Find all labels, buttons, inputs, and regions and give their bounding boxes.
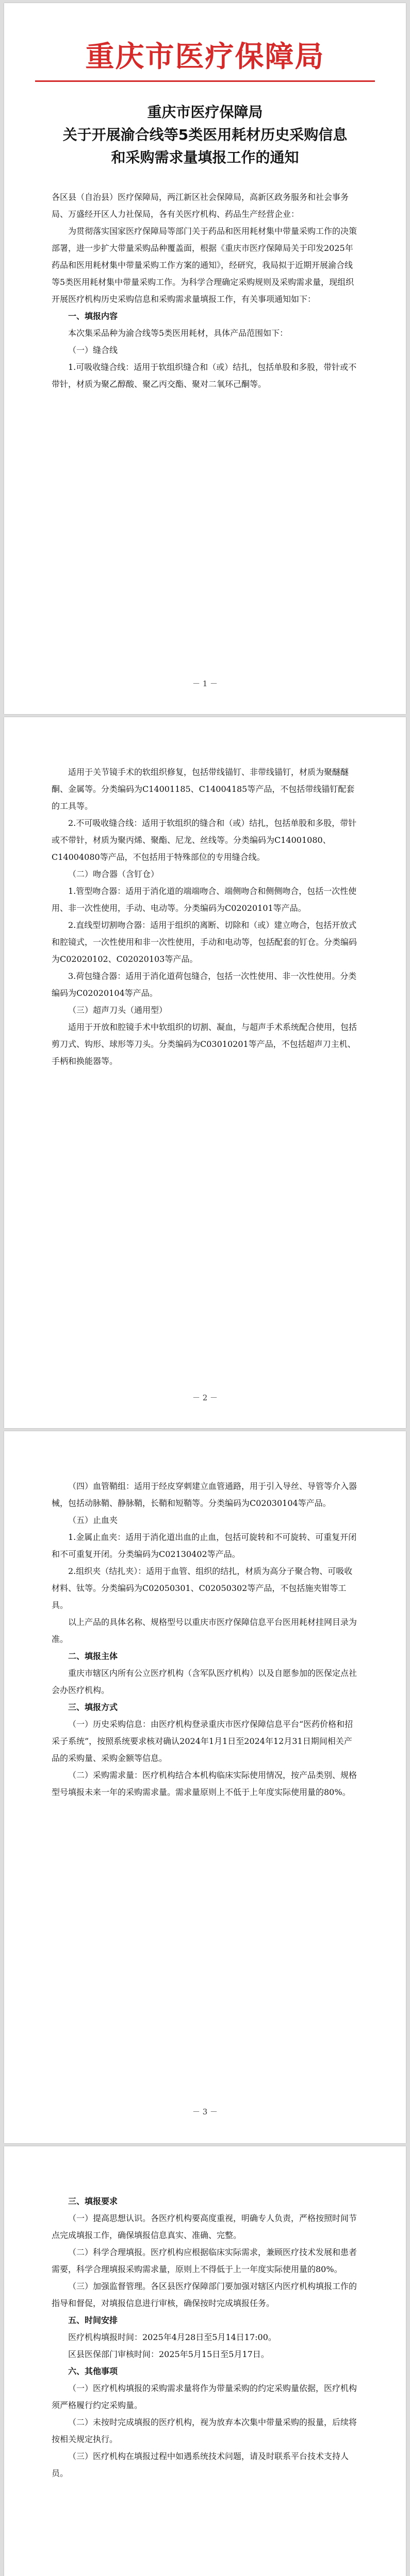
page-number: － 1 － <box>192 679 218 688</box>
section-heading: 二、填报主体 <box>68 1651 118 1661</box>
paragraph: 适用于关节镜手术的软组织修复，包括带线锚钉、非带线锚钉，材质为聚醚醚酮、金属等。分类编码为C14001185、C14004185等产品，不包括带线锚钉配套的工具等。 <box>52 767 355 811</box>
page-2-body <box>52 764 358 1070</box>
paragraph: （一）历史采购信息：由医疗机构登录重庆市医疗保障信息平台“医药价格和招采子系统”，按照系统要求核对确认2024年1月1日至2024年12月31日期间相关产品的采购量、采购金额等信息。 <box>52 1719 353 1763</box>
paragraph: 1.可吸收缝合线：适用于软组织缝合和（或）结扎，包括单股和多股，带针或不带针，材质为聚乙醇酸、聚乙丙交酯、聚对二氧环己酮等。 <box>52 362 357 389</box>
page-1 <box>4 3 406 714</box>
page-3-body <box>52 1478 358 1801</box>
paragraph: 1.金属止血夹：适用于消化道出血的止血，包括可旋转和不可旋转、可重复开闭和不可重复开闭。分类编码为C02130402等产品。 <box>52 1532 357 1559</box>
paragraph: （三）加强监督管理。各区县医疗保障部门要加强对辖区内医疗机构填报工作的指导和督促，对填报信息进行审核，确保按时完成填报任务。 <box>52 2281 357 2308</box>
page-2 <box>4 717 406 1428</box>
page-number: － 3 － <box>192 2107 218 2116</box>
paragraph: 2.不可吸收缝合线：适用于软组织的缝合和（或）结扎，包括单股和多股，带针或不带针，材质为聚丙烯、聚酯、尼龙、丝线等。分类编码为C14001080、C14004080等产品，不包括用于特殊部位的专用缝合线。 <box>52 818 357 862</box>
page-4 <box>4 2146 406 2576</box>
title-line-2: 关于开展渝合线等5类医用耗材历史采购信息 <box>62 126 348 143</box>
paragraph: 区县医保部门审核时间：2025年5月15日至5月17日。 <box>68 2349 269 2359</box>
intro-paragraph: 为贯彻落实国家医疗保障局等部门关于药品和医用耗材集中带量采购工作的决策部署，进一步扩大带量采购品种覆盖面，根据《重庆市医疗保障局关于印发2025年药品和医用耗材集中带量采购工作方案的通知》，经研究，我局拟于近期开展渝合线等5类医用耗材集中带量采购工作。为科学合理确定采购规则及采购需求量，现组织开展医疗机构历史采购信息和采购需求量填报工作，有关事项通知如下： <box>52 226 357 304</box>
section-heading: 五、时间安排 <box>68 2315 118 2325</box>
paragraph: （二）采购需求量：医疗机构结合本机构临床实际使用情况，按产品类别、规格型号填报未来一年的采购需求量。需求量原则上不低于上年度实际使用量的80%。 <box>52 1770 357 1797</box>
section-heading: 一、填报内容 <box>68 311 118 321</box>
masthead-org: 重庆市医疗保障局 <box>85 40 325 74</box>
section-heading: 六、其他事项 <box>68 2366 118 2376</box>
paragraph: （三）医疗机构在填报过程中如遇系统技术问题，请及时联系平台技术支持人员。 <box>52 2451 349 2478</box>
section-heading: 三、填报方式 <box>68 1702 118 1712</box>
paragraph: （一）提高思想认识。各医疗机构要高度重视，明确专人负责，严格按照时间节点完成填报工作，确保填报信息真实、准确、完整。 <box>52 2213 357 2240</box>
salutation: 各区县（自治县）医疗保障局，两江新区社会保障局，高新区政务服务和社会事务局、万盛经开区人力社保局，各有关医疗机构、药品生产经营企业： <box>52 192 349 219</box>
page-1-body <box>52 189 358 393</box>
page-number: － 2 － <box>192 1393 218 1402</box>
paragraph: 3.荷包缝合器：适用于消化道荷包缝合，包括一次性使用、非一次性使用。分类编码为C02020104等产品。 <box>52 971 357 998</box>
section-heading: 三、填报要求 <box>68 2196 118 2206</box>
title-line-3: 和采购需求量填报工作的通知 <box>111 149 299 166</box>
subsection-heading: （三）超声刀头（通用型） <box>68 1005 168 1015</box>
paragraph: 适用于开放和腔镜手术中软组织的切割、凝血，与超声手术系统配合使用，包括剪刀式、钩形、球形等刀头。分类编码为C03010201等产品，不包括超声刀主机、手柄和换能器等。 <box>52 1022 357 1066</box>
paragraph: 以上产品的具体名称、规格型号以重庆市医疗保障信息平台医用耗材挂网目录为准。 <box>52 1617 357 1644</box>
paragraph: 1.管型吻合器：适用于消化道的端端吻合、端侧吻合和侧侧吻合，包括一次性使用、非一次性使用，手动、电动等。分类编码为C02020101等产品。 <box>52 886 357 913</box>
paragraph: 本次集采品种为渝合线等5类医用耗材，具体产品范围如下： <box>68 328 288 338</box>
paragraph: 医疗机构填报时间：2025年4月28日至5月14日17:00。 <box>68 2332 276 2342</box>
paragraph: 2.组织夹（结扎夹）：适用于血管、组织的结扎，材质为高分子聚合物、可吸收材料、钛等。分类编码为C02050301、C02050302等产品，不包括施夹钳等工具。 <box>52 1566 353 1610</box>
subsection-heading: （一）缝合线 <box>68 345 118 355</box>
paragraph: （四）血管鞘组：适用于经皮穿刺建立血管通路，用于引入导丝、导管等介入器械，包括动脉鞘、静脉鞘，长鞘和短鞘等。分类编码为C02030104等产品。 <box>52 1481 357 1508</box>
paragraph: 2.直线型切割吻合器：适用于组织的离断、切除和（或）建立吻合，包括开放式和腔镜式，一次性使用和非一次性使用，手动和电动等，包括配套的钉仓。分类编码为C02020102、C02020103等产品。 <box>52 920 357 964</box>
paragraph: （二）未按时完成填报的医疗机构，视为放弃本次集中带量采购的报量，后续将按相关规定执行。 <box>52 2417 357 2444</box>
title-line-1: 重庆市医疗保障局 <box>147 104 263 121</box>
subsection-heading: （二）吻合器（含钉仓） <box>68 869 159 879</box>
subsection-heading: （五）止血夹 <box>68 1515 118 1525</box>
paragraph: （一）医疗机构填报的采购需求量将作为带量采购的约定采购量依据，医疗机构须严格履行约定采购量。 <box>52 2383 357 2410</box>
paragraph: （二）科学合理填报。医疗机构应根据临床实际需求，兼顾医疗技术发展和患者需要，科学合理填报采购需求量，原则上不得低于上一年度实际使用量的80%。 <box>52 2247 357 2274</box>
page-4-body <box>52 2193 358 2482</box>
paragraph: 重庆市辖区内所有公立医疗机构（含军队医疗机构）以及自愿参加的医保定点社会办医疗机构。 <box>52 1668 357 1695</box>
red-divider <box>35 80 375 82</box>
page-3 <box>4 1431 406 2143</box>
document-title <box>35 101 375 169</box>
